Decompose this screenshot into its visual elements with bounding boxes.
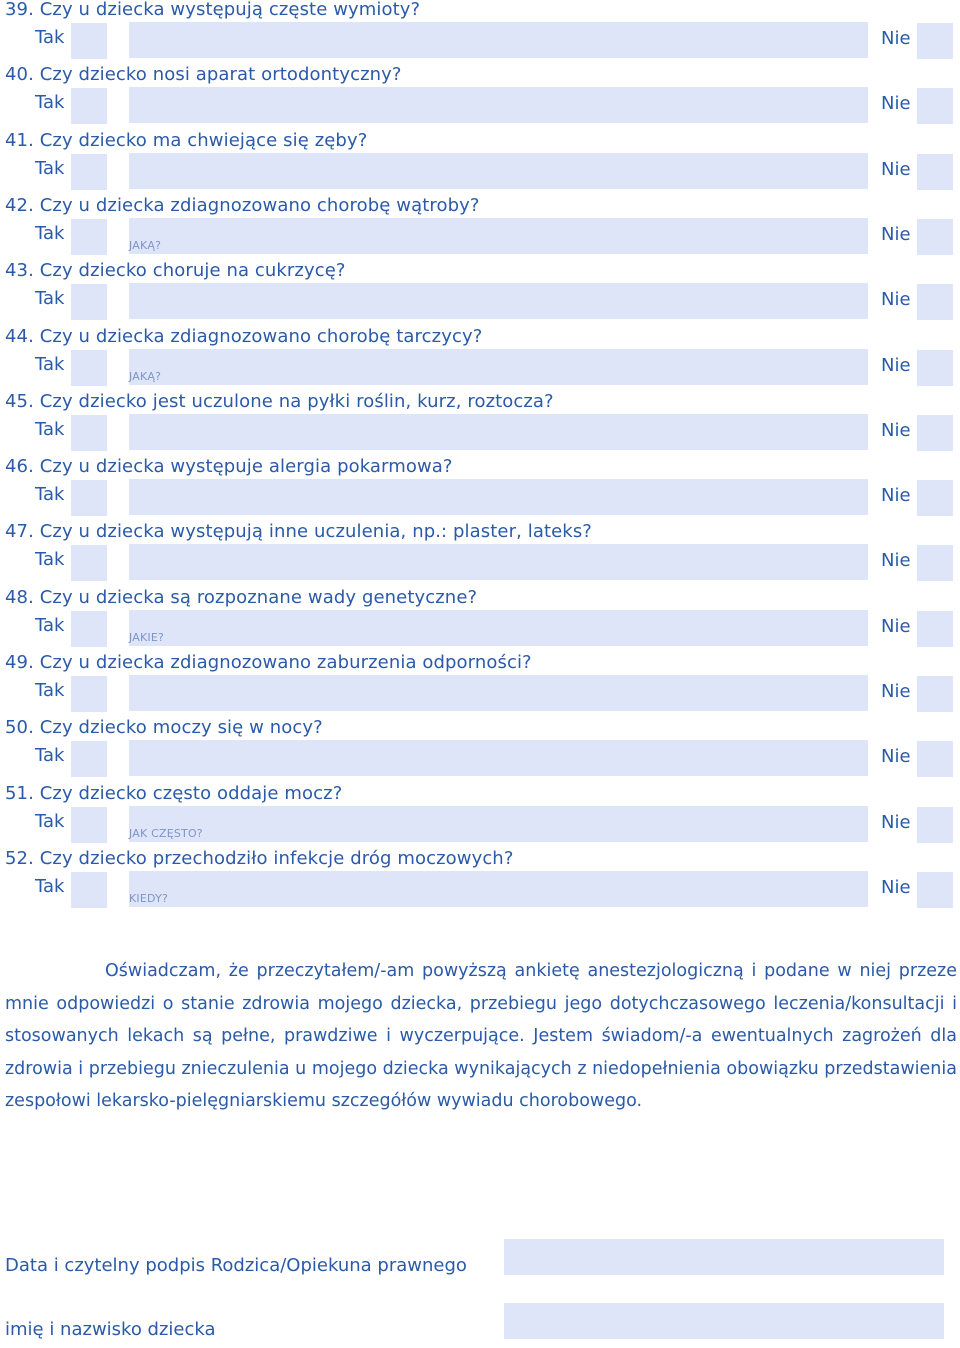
question-label: Czy u dziecka występują inne uczulenia, np.: plaster, lateks? — [39, 521, 592, 542]
yes-checkbox[interactable] — [71, 807, 107, 843]
question-label: Czy dziecko choruje na cukrzycę? — [39, 260, 346, 281]
no-label: Nie — [881, 485, 911, 506]
question-text — [5, 391, 554, 413]
question-number: 47. — [5, 521, 34, 542]
question-52 — [0, 848, 960, 925]
child-name-field[interactable] — [504, 1303, 944, 1339]
question-text — [5, 456, 453, 478]
no-label: Nie — [881, 616, 911, 637]
yes-checkbox[interactable] — [71, 88, 107, 124]
no-label: Nie — [881, 877, 911, 898]
question-label: Czy u dziecka są rozpoznane wady genetyczne? — [39, 587, 478, 608]
question-label: Czy dziecko jest uczulone na pyłki roślin, kurz, roztocza? — [39, 391, 554, 412]
details-field[interactable] — [129, 87, 868, 123]
yes-label: Tak — [35, 484, 65, 505]
no-label: Nie — [881, 681, 911, 702]
details-hint: KIEDY? — [129, 892, 169, 905]
no-checkbox[interactable] — [917, 350, 953, 386]
no-checkbox[interactable] — [917, 88, 953, 124]
no-label: Nie — [881, 289, 911, 310]
yes-checkbox[interactable] — [71, 154, 107, 190]
question-number: 39. — [5, 0, 34, 20]
question-label: Czy dziecko przechodziło infekcje dróg moczowych? — [39, 848, 514, 869]
yes-label: Tak — [35, 876, 65, 897]
yes-checkbox[interactable] — [71, 611, 107, 647]
details-field[interactable] — [129, 22, 868, 58]
no-label: Nie — [881, 550, 911, 571]
yes-label: Tak — [35, 354, 65, 375]
question-label: Czy u dziecka występuje alergia pokarmowa? — [39, 456, 453, 477]
details-hint: JAK CZĘSTO? — [129, 827, 203, 840]
details-field[interactable] — [129, 544, 868, 580]
no-checkbox[interactable] — [917, 284, 953, 320]
question-text — [5, 0, 420, 21]
question-number: 48. — [5, 587, 34, 608]
yes-checkbox[interactable] — [71, 741, 107, 777]
details-field[interactable] — [129, 349, 868, 385]
yes-label: Tak — [35, 27, 65, 48]
declaration-text — [5, 955, 957, 1118]
yes-checkbox[interactable] — [71, 284, 107, 320]
details-field[interactable] — [129, 610, 868, 646]
question-text — [5, 521, 592, 543]
question-label: Czy u dziecka zdiagnozowano chorobę wątroby? — [39, 195, 480, 216]
question-text — [5, 652, 532, 674]
question-label: Czy dziecko często oddaje mocz? — [39, 783, 343, 804]
yes-label: Tak — [35, 549, 65, 570]
question-label: Czy dziecko ma chwiejące się zęby? — [39, 130, 368, 151]
details-field[interactable] — [129, 675, 868, 711]
question-text — [5, 587, 477, 609]
details-field[interactable] — [129, 806, 868, 842]
question-label: Czy u dziecka występują częste wymioty? — [39, 0, 421, 20]
no-checkbox[interactable] — [917, 415, 953, 451]
no-checkbox[interactable] — [917, 219, 953, 255]
question-label: Czy dziecko moczy się w nocy? — [39, 717, 323, 738]
yes-label: Tak — [35, 811, 65, 832]
no-label: Nie — [881, 355, 911, 376]
no-checkbox[interactable] — [917, 741, 953, 777]
question-label: Czy u dziecka zdiagnozowano zaburzenia odporności? — [39, 652, 532, 673]
no-label: Nie — [881, 224, 911, 245]
question-text — [5, 130, 367, 152]
details-field[interactable] — [129, 153, 868, 189]
yes-label: Tak — [35, 92, 65, 113]
no-checkbox[interactable] — [917, 676, 953, 712]
no-checkbox[interactable] — [917, 611, 953, 647]
parent-signature-field[interactable] — [504, 1239, 944, 1275]
details-field[interactable] — [129, 479, 868, 515]
question-number: 42. — [5, 195, 34, 216]
no-checkbox[interactable] — [917, 154, 953, 190]
yes-label: Tak — [35, 419, 65, 440]
question-number: 46. — [5, 456, 34, 477]
yes-label: Tak — [35, 745, 65, 766]
details-field[interactable] — [129, 283, 868, 319]
declaration-body: Oświadczam, że przeczytałem/-am powyższą ankietę anestezjologiczną i podane w niej przeze mnie odpowiedzi o stanie zdrowia mojego dziecka, przebiegu jego dotychczasowego leczenia/konsultacji i stosowanych lekach są pełne, prawdziwe i wyczerpujące. Jestem świadom/-a ewentualnych zagrożeń dla zdrowia i przebiegu znieczulenia u mojego dziecka wynikających z niedopełnienia obowiązku przedstawienia zespołowi lekarsko-pielęgniarskiemu szczegółów wywiadu chorobowego. — [5, 961, 957, 1111]
yes-checkbox[interactable] — [71, 219, 107, 255]
yes-label: Tak — [35, 615, 65, 636]
no-checkbox[interactable] — [917, 872, 953, 908]
details-field[interactable] — [129, 740, 868, 776]
question-text — [5, 848, 513, 870]
no-checkbox[interactable] — [917, 545, 953, 581]
no-label: Nie — [881, 93, 911, 114]
question-text — [5, 717, 323, 739]
no-checkbox[interactable] — [917, 23, 953, 59]
question-number: 50. — [5, 717, 34, 738]
yes-label: Tak — [35, 288, 65, 309]
yes-checkbox[interactable] — [71, 480, 107, 516]
yes-checkbox[interactable] — [71, 350, 107, 386]
question-number: 44. — [5, 326, 34, 347]
question-number: 45. — [5, 391, 34, 412]
yes-checkbox[interactable] — [71, 545, 107, 581]
yes-label: Tak — [35, 158, 65, 179]
yes-checkbox[interactable] — [71, 676, 107, 712]
no-label: Nie — [881, 746, 911, 767]
question-label: Czy dziecko nosi aparat ortodontyczny? — [39, 64, 402, 85]
question-text — [5, 326, 482, 348]
yes-checkbox[interactable] — [71, 872, 107, 908]
details-hint: JAKIE? — [129, 631, 165, 644]
parent-signature-label: Data i czytelny podpis Rodzica/Opiekuna prawnego — [5, 1255, 467, 1276]
question-number: 51. — [5, 783, 34, 804]
question-number: 41. — [5, 130, 34, 151]
question-text — [5, 260, 346, 282]
yes-label: Tak — [35, 223, 65, 244]
question-label: Czy u dziecka zdiagnozowano chorobę tarczycy? — [39, 326, 483, 347]
no-label: Nie — [881, 159, 911, 180]
no-label: Nie — [881, 812, 911, 833]
question-text — [5, 195, 480, 217]
yes-checkbox[interactable] — [71, 23, 107, 59]
question-text — [5, 64, 402, 86]
yes-label: Tak — [35, 680, 65, 701]
no-checkbox[interactable] — [917, 480, 953, 516]
no-label: Nie — [881, 28, 911, 49]
child-name-label: imię i nazwisko dziecka — [5, 1319, 216, 1340]
question-number: 43. — [5, 260, 34, 281]
no-checkbox[interactable] — [917, 807, 953, 843]
details-field[interactable] — [129, 414, 868, 450]
yes-checkbox[interactable] — [71, 415, 107, 451]
details-field[interactable] — [129, 218, 868, 254]
question-number: 52. — [5, 848, 34, 869]
details-hint: JAKĄ? — [129, 370, 162, 383]
question-number: 40. — [5, 64, 34, 85]
details-field[interactable] — [129, 871, 868, 907]
question-number: 49. — [5, 652, 34, 673]
question-text — [5, 783, 342, 805]
details-hint: JAKĄ? — [129, 239, 162, 252]
no-label: Nie — [881, 420, 911, 441]
